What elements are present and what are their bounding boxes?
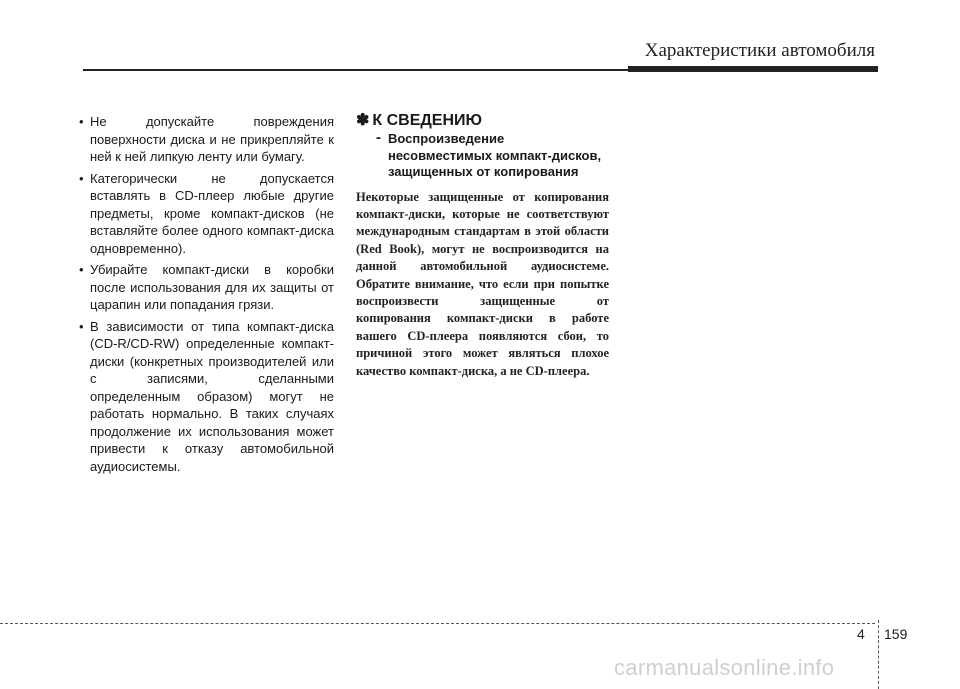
notice-subtitle bbox=[356, 131, 609, 181]
bullet-text: Убирайте компакт-диски в коробки после использования для их защиты от царапин или попадания грязи. bbox=[90, 262, 334, 312]
notice-box bbox=[356, 111, 609, 380]
bullet-item bbox=[79, 261, 334, 314]
bullet-icon: • bbox=[79, 262, 84, 277]
watermark-text: carmanualsonline.info bbox=[614, 655, 835, 680]
bullet-item bbox=[79, 113, 334, 166]
left-column bbox=[79, 113, 334, 479]
footer-vertical-divider bbox=[878, 620, 879, 689]
header-rule-accent bbox=[628, 66, 878, 72]
notice-body: Некоторые защищенные от копирования компакт-диски, которые не соответствуют международным стандартам в этой области (Red Book), могут не воспроизводится на данной автомобильной аудиосистеме. Обратите внимание, что если при попытке воспроизвести защищенные от копирования компакт-диски в работе вашего CD-плеера появляются сбои, то причиной этого может являться плохое качество компакт-диска, а не CD-плеера. bbox=[356, 189, 609, 378]
bullet-text: Категорически не допускается вставлять в CD-плеер любые другие предметы, кроме компакт-дисков (не вставляйте более одного компакт-диска одновременно). bbox=[90, 170, 334, 256]
bullet-text: Не допускайте повреждения поверхности диска и не прикрепляйте к ней к ней липкую ленту или бумагу. bbox=[90, 114, 334, 164]
notice-star-icon: ✽ bbox=[356, 112, 370, 129]
bullet-icon: • bbox=[79, 114, 84, 129]
footer-divider bbox=[0, 623, 875, 624]
chapter-number: 4 bbox=[857, 626, 865, 642]
notice-title bbox=[356, 111, 609, 131]
dash-icon: - bbox=[376, 129, 381, 146]
bullet-icon: • bbox=[79, 170, 84, 186]
page-number: 159 bbox=[884, 626, 908, 642]
section-header-title: Характеристики автомобиля bbox=[644, 40, 875, 61]
notice-subtitle-text: Воспроизведение несовместимых компакт-дисков, защищенных от копирования bbox=[388, 131, 602, 179]
bullet-text: В зависимости от типа компакт-диска (CD-R/CD-RW) определенные компакт-диски (конкретных производителей или с записями, сделанными определенным образом) могут не работать нормально. В таких случаях продолжение их использования может привести к отказу автомобильной аудиосистемы. bbox=[90, 318, 334, 474]
bullet-icon: • bbox=[79, 318, 84, 334]
notice-title-text: К СВЕДЕНИЮ bbox=[372, 112, 483, 129]
bullet-item bbox=[79, 318, 334, 476]
bullet-item bbox=[79, 170, 334, 258]
